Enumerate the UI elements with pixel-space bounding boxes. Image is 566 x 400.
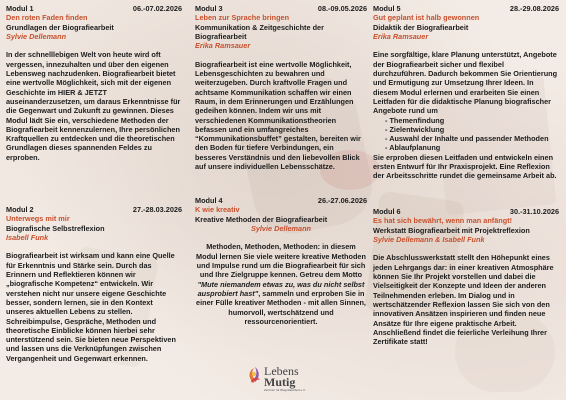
module-author: Erika Ramsauer	[195, 41, 251, 51]
module-title: Leben zur Sprache bringen	[195, 13, 290, 23]
module-1	[6, 4, 182, 162]
module-6	[373, 207, 559, 346]
module-subtitle: Didaktik der Biografiearbeit	[373, 22, 469, 32]
module-date: 28.-29.08.2026	[509, 4, 559, 13]
logo-word-1: Lebens	[264, 364, 299, 378]
module-title: Den roten Faden finden	[6, 13, 88, 23]
module-description: Methoden, Methoden, Methoden: in diesem Modul lernen Sie viele weitere kreative Methoden und Impulse rund um die Biografiearbeit für sich und Ihre Zielgruppe kennen. Getreu dem Motto "Mute niemandem etwas zu, was du nicht selbst ausprobiert hast", sammeln und erproben Sie in einer Fülle kreativer Methoden - mit allen Sinnen, humorvoll, wertschätzend und ressourcenorientiert.	[196, 242, 366, 326]
module-title: K wie kreativ	[195, 205, 240, 215]
logo-word-2: Mutig	[264, 375, 296, 389]
module-author: Sylvie Dellemann	[250, 223, 312, 233]
list-item: - Ablaufplanung	[385, 143, 559, 152]
module-title: Unterwegs mit mir	[6, 214, 70, 224]
module-date: 06.-07.02.2026	[132, 4, 182, 13]
logo-tagline: Zentrum für Biografiearbeit e.V.	[264, 388, 306, 392]
module-label: Modul 6	[373, 207, 401, 216]
module-label: Modul 3	[195, 4, 223, 13]
list-item: - Auswahl der Inhalte und passender Methoden	[385, 134, 559, 143]
module-4	[195, 196, 367, 326]
module-date: 27.-28.03.2026	[132, 205, 182, 214]
module-author: Erika Ramsauer	[373, 31, 429, 41]
module-description: In der schnelllebigen Welt von heute wird oft vergessen, innezuhalten und über den eigenen Lebensweg nachzudenken. Biografiearbeit bietet eine wertvolle Möglichkeit, sich mit der eigenen Geschichte im HIER & JETZT auseinanderzusetzen, um daraus Erkenntnisse für die Gegenwart und Zukunft zu gewinnen. Dieses Modul lädt Sie ein, verschiedene Methoden der Biografiearbeit kennenzulernen, Ihre persönlichen Kraftquellen zu entdecken und die theoretischen Grundlagen dieses spannenden Feldes zu erproben.	[6, 50, 181, 162]
module-date: 26.-27.06.2026	[317, 196, 367, 205]
list-item: - Zielentwicklung	[385, 125, 559, 134]
module-subtitle: Grundlagen der Biografiearbeit	[6, 22, 114, 32]
module-header	[373, 4, 559, 13]
module-author: Isabell Funk	[6, 232, 49, 242]
lebensmutig-logo	[246, 365, 306, 397]
module-date: 30.-31.10.2026	[509, 207, 559, 216]
motto-quote: "Mute niemandem etwas zu, was du nicht selbst ausprobiert hast"	[197, 279, 365, 298]
module-subtitle: Werkstatt Biografiearbeit mit Projektreflexion	[373, 225, 530, 235]
module-header	[6, 205, 182, 214]
module-header	[373, 207, 559, 216]
module-description: Eine sorgfältige, klare Planung unterstützt, Angebote der Biografiearbeit sicher und flexibel durchzuführen. Dadurch bekommen Sie Orientierung und Ermutigung zur Umsetzung Ihrer Ideen. In diesem Modul erlernen und erarbeiten Sie einen Leitfaden für die didaktische Planung biografischer Angebote rund um	[373, 50, 558, 116]
list-item: - Themenfindung	[385, 116, 559, 125]
module-description-outro: Sie erproben diesen Leitfaden und entwickeln einen ersten Entwurf für Ihr Praxisprojekt. Eine Reflexion der Arbeitsschritte rundet die gemeinsame Arbeit ab.	[373, 152, 557, 181]
module-header	[195, 4, 367, 13]
module-description: Die Abschlusswerkstatt stellt den Höhepunkt eines jeden Lehrgangs dar: in einer kreativen Atmosphäre können Sie Ihr Projekt vorstellen und dabei die Vielseitigkeit der Konzepte und Ideen der anderen Teilnehmenden erleben. Im Dialog und in wertschätzender Reflexion lassen Sie sich von den innovativen Ansätzen inspirieren und finden neue Ansätze für Ihre eigene praktische Arbeit. Anschließend findet die feierliche Verleihung Ihrer Zertifikate statt!	[373, 253, 554, 347]
logo-swirl-icon	[246, 365, 262, 385]
module-description: Biografiearbeit ist eine wertvolle Möglichkeit, Lebensgeschichten zu bewahren und weiterzugeben. Durch kraftvolle Fragen und achtsame Kommunikation schaffen wir einen Raum, in dem Erinnerungen und Erzählungen gedeihen können. Indem wir uns mit verschiedenen Kommunikationstheorien befassen und ein umfangreiches “Kommunikationsbuffet” gestalten, bereiten wir den Boden für tiefere Verbindungen, ein besseres Verständnis und den liebevollen Blick auf unsere individuellen Lebensschätze.	[195, 59, 361, 172]
module-label: Modul 2	[6, 205, 34, 214]
module-title: Gut geplant ist halb gewonnen	[373, 13, 480, 23]
module-header	[6, 4, 182, 13]
module-date: 08.-09.05.2026	[317, 4, 367, 13]
module-title: Es hat sich bewährt, wenn man anfängt!	[373, 216, 513, 226]
module-subtitle: Kreative Methoden der Biografiearbeit	[195, 214, 328, 224]
module-author: Sylvie Dellemann & Isabell Funk	[373, 234, 485, 244]
module-5	[373, 4, 559, 181]
module-2	[6, 205, 182, 363]
module-label: Modul 1	[6, 4, 34, 13]
module-author: Sylvie Dellemann	[6, 31, 67, 41]
topic-list	[373, 116, 559, 153]
module-subtitle: Kommunikation & Zeitgeschichte der Biografiearbeit	[195, 22, 324, 41]
module-3	[195, 4, 367, 171]
module-subtitle: Biografische Selbstreflexion	[6, 223, 105, 233]
module-label: Modul 5	[373, 4, 401, 13]
module-description: Biografiearbeit ist wirksam und kann eine Quelle für Erkenntnis und Stärke sein. Durch das Erinnern und Reflektieren können wir „biografische Kompetenz“ entwickeln. Wir verstehen nicht nur unsere eigene Geschichte besser, sondern lernen, sie in den Kontext unseres aktuellen Lebens zu stellen. Schreibimpulse, Gespräche, Methoden und theoretische Einblicke können hierbei sehr unterstützend sein. Sie bieten neue Perspektiven und lassen uns die Verknüpfungen zwischen Vergangenheit und Gegenwart erkennen.	[6, 251, 176, 363]
module-label: Modul 4	[195, 196, 223, 205]
module-header	[195, 196, 367, 205]
